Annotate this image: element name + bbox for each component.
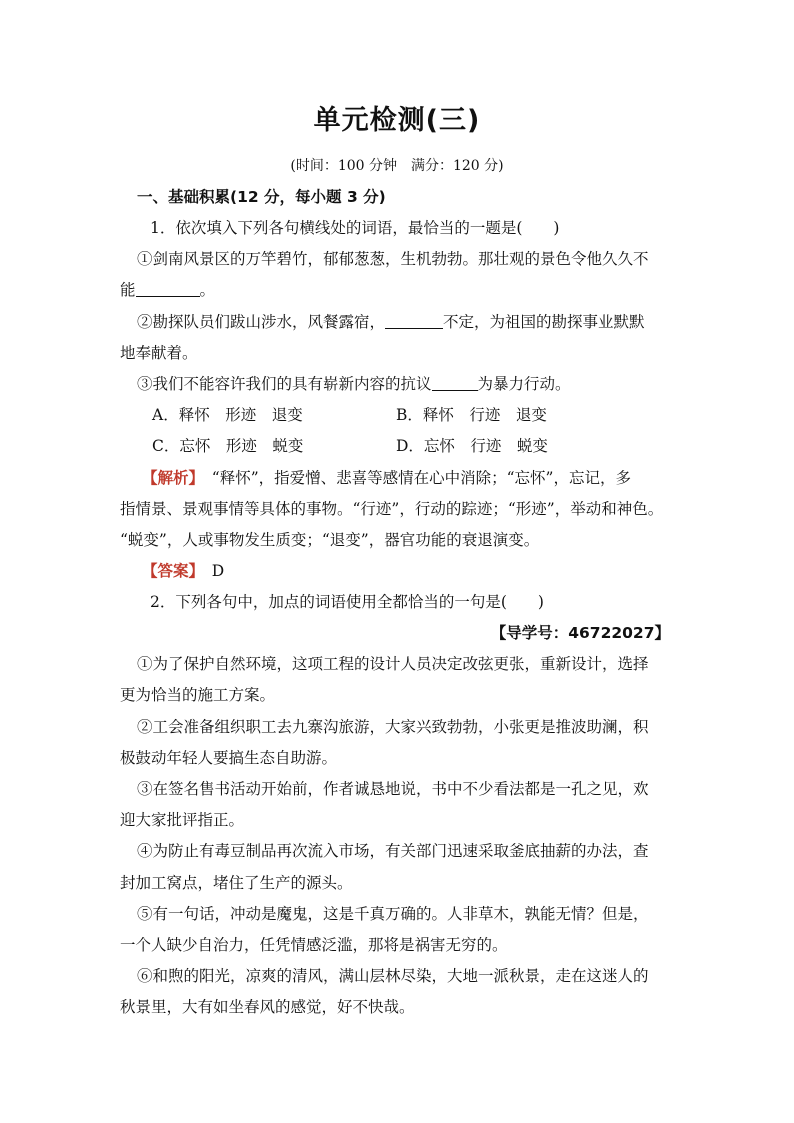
- option-d: D．忘怀 行迹 蜕变: [396, 437, 548, 455]
- q1-sentence-3: [137, 374, 697, 394]
- fill-blank: [385, 314, 443, 329]
- q2-sentence-3: ③在签名售书活动开始前，作者诚恳地说，书中不少看法都是一孔之见，欢: [137, 780, 649, 798]
- q1-sentence-2: [137, 312, 697, 332]
- exam-info: (时间：100 分钟 满分：120 分): [290, 158, 504, 174]
- option-c: C．忘怀 形迹 蜕变: [152, 437, 304, 455]
- answer-tag: 【答案】: [142, 562, 197, 580]
- option-b: B．释怀 行迹 退变: [396, 406, 547, 424]
- fill-blank: [432, 376, 478, 391]
- q2-sentence-1-cont: 更为恰当的施工方案。: [120, 686, 276, 704]
- q1-analysis-3: “蜕变”，人或事物发生质变；“退变”，器官功能的衰退演变。: [120, 531, 540, 549]
- text-fragment: 不定，为祖国的勘探事业默默: [443, 313, 645, 331]
- text-fragment: ②勘探队员们跋山涉水，风餐露宿，: [137, 313, 386, 331]
- guide-number: 【导学号：46722027】: [490, 624, 670, 642]
- page-title: 单元检测(三): [313, 105, 481, 136]
- q2-sentence-5: ⑤有一句话，冲动是魔鬼，这是千真万确的。人非草木，孰能无情？但是，: [137, 905, 649, 923]
- q2-sentence-1: ①为了保护自然环境，这项工程的设计人员决定改弦更张，重新设计，选择: [137, 655, 649, 673]
- q2-sentence-2: ②工会准备组织职工去九寨沟旅游，大家兴致勃勃，小张更是推波助澜，积: [137, 718, 649, 736]
- section-heading: 一、基础积累(12 分，每小题 3 分): [137, 188, 386, 206]
- q2-sentence-5-cont: 一个人缺少自治力，任凭情感泛滥，那将是祸害无穷的。: [120, 936, 508, 954]
- text-fragment: ③我们不能容许我们的具有崭新内容的抗议: [137, 375, 432, 393]
- q1-stem: 1．依次填入下列各句横线处的词语，最恰当的一题是( ): [150, 219, 560, 237]
- text-fragment: “释怀”，指爱憎、悲喜等感情在心中消除；“忘怀”，忘记，多: [211, 469, 631, 487]
- text-fragment: 为暴力行动。: [477, 375, 571, 393]
- text-fragment: 。: [199, 281, 216, 299]
- answer-value: D: [211, 562, 225, 580]
- fill-blank: [136, 282, 200, 297]
- q2-sentence-4: ④为防止有毒豆制品再次流入市场，有关部门迅速采取釜底抽薪的办法，查: [137, 842, 649, 860]
- q2-sentence-3-cont: 迎大家批评指正。: [120, 811, 245, 829]
- q2-stem: 2．下列各句中，加点的词语使用全都恰当的一句是( ): [150, 593, 544, 611]
- q1-answer: [142, 561, 702, 581]
- q2-sentence-2-cont: 极鼓动年轻人要搞生态自助游。: [120, 749, 338, 767]
- q2-sentence-6-cont: 秋景里，大有如坐春风的感觉，好不快哉。: [120, 998, 415, 1016]
- q2-sentence-4-cont: 封加工窝点，堵住了生产的源头。: [120, 874, 353, 892]
- q2-sentence-6: ⑥和煦的阳光，凉爽的清风，满山层林尽染，大地一派秋景，走在这迷人的: [137, 967, 649, 985]
- q1-analysis-1: [142, 468, 702, 488]
- q1-sentence-1: ①剑南风景区的万竿碧竹，郁郁葱葱，生机勃勃。那壮观的景色令他久久不: [137, 250, 649, 268]
- q1-analysis-2: 指情景、景观事情等具体的事物。“行迹”，行动的踪迹；“形迹”，举动和神色。: [120, 500, 664, 518]
- text-fragment: 能: [120, 281, 136, 299]
- q1-sentence-2-cont: 地奉献着。: [120, 344, 198, 362]
- option-a: A．释怀 形迹 退变: [152, 406, 303, 424]
- analysis-tag: 【解析】: [142, 469, 197, 487]
- q1-sentence-1-cont: [120, 280, 680, 300]
